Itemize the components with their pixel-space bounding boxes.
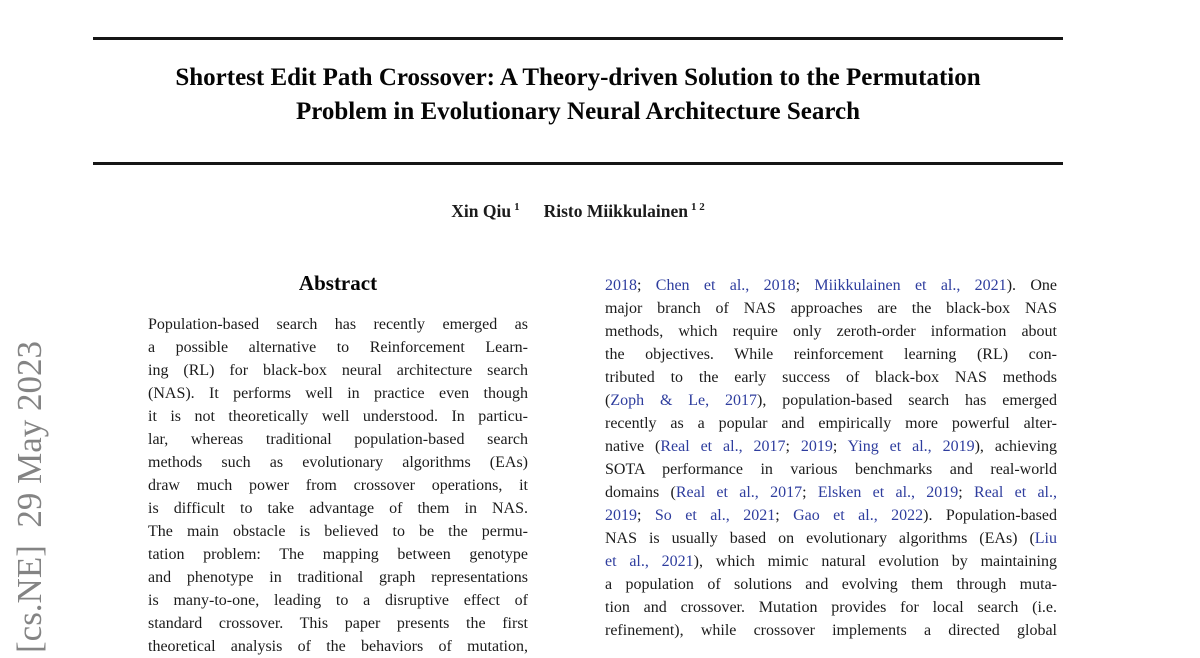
text-line <box>605 527 1057 550</box>
citation-link[interactable]: 2019 <box>605 507 637 524</box>
text-segment: theoretical analysis of the behaviors of mutation, <box>148 638 528 655</box>
text-segment: draw much power from crossover operations, it <box>148 477 528 494</box>
text-segment: tation problem: The mapping between genotype <box>148 546 528 563</box>
text-line <box>148 635 528 658</box>
text-line <box>148 382 528 405</box>
author-1-name: Xin Qiu <box>451 201 512 221</box>
text-segment: and phenotype in traditional graph representations <box>148 569 528 586</box>
text-line <box>148 336 528 359</box>
author-1 <box>451 201 519 221</box>
author-2-name: Risto Miikkulainen <box>543 201 688 221</box>
title-rule-top <box>93 37 1063 40</box>
citation-link[interactable]: Real et al., 2017 <box>675 484 803 501</box>
text-segment: Population-based search has recently emerged as <box>148 316 528 333</box>
text-line <box>148 451 528 474</box>
text-segment: ; <box>775 507 794 524</box>
text-line <box>605 366 1057 389</box>
text-segment: ( <box>605 392 611 409</box>
text-segment: ; <box>795 277 815 294</box>
text-segment: it is not theoretically well understood. In particu- <box>148 408 528 425</box>
text-line <box>148 589 528 612</box>
text-segment: ; <box>785 438 801 455</box>
text-line <box>148 497 528 520</box>
text-line <box>605 596 1057 619</box>
citation-link[interactable]: 2019 <box>800 438 833 455</box>
text-segment: a possible alternative to Reinforcement Learn- <box>148 339 528 356</box>
abstract-body <box>148 313 528 658</box>
text-line <box>148 359 528 382</box>
text-segment: ), achieving <box>974 438 1057 455</box>
citation-link[interactable]: Real et al., 2017 <box>660 438 786 455</box>
text-line <box>605 458 1057 481</box>
text-segment: ing (RL) for black-box neural architecture search <box>148 362 528 379</box>
text-segment: SOTA performance in various benchmarks and real-world <box>605 461 1057 478</box>
citation-link[interactable]: Zoph & Le, 2017 <box>610 392 758 409</box>
paper-title <box>93 61 1063 129</box>
author-2 <box>544 201 705 221</box>
text-segment: ; <box>802 484 818 501</box>
abstract-heading: Abstract <box>298 271 378 295</box>
text-line <box>605 573 1057 596</box>
arxiv-watermark: [cs.NE] 29 May 2023 <box>10 340 49 653</box>
text-line <box>605 389 1057 412</box>
citation-link[interactable]: Gao et al., 2022 <box>793 507 924 524</box>
text-line <box>605 297 1057 320</box>
text-line <box>148 428 528 451</box>
author-1-affiliation-sup: 1 <box>514 201 520 214</box>
text-line <box>605 481 1057 504</box>
citation-link[interactable]: Elsken et al., 2019 <box>817 484 959 501</box>
text-segment: refinement), while crossover implements a directed global <box>605 622 1057 639</box>
text-segment: NAS is usually based on evolutionary algorithms (EAs) ( <box>605 530 1035 547</box>
text-segment: is many-to-one, leading to a disruptive effect of <box>148 592 528 609</box>
text-line <box>605 619 1057 642</box>
text-segment: ). Population-based <box>923 507 1057 524</box>
text-segment: a population of solutions and evolving them through muta- <box>605 576 1057 593</box>
text-line <box>605 504 1057 527</box>
text-segment: is difficult to take advantage of them in NAS. <box>148 500 528 517</box>
text-segment: the objectives. While reinforcement learning (RL) con- <box>605 346 1057 363</box>
text-line <box>605 550 1057 573</box>
text-line <box>605 343 1057 366</box>
text-segment: ). One <box>1006 277 1057 294</box>
author-2-affiliation-sup: 1 2 <box>691 201 705 214</box>
citation-link[interactable]: Liu <box>1034 530 1057 547</box>
text-segment: methods, which require only zeroth-order information about <box>605 323 1057 340</box>
introduction-column <box>605 274 1057 642</box>
citation-link[interactable]: 2018 <box>605 277 637 294</box>
text-line <box>148 543 528 566</box>
citation-link[interactable]: Chen et al., 2018 <box>655 277 796 294</box>
text-segment: ; <box>637 507 655 524</box>
text-line <box>605 320 1057 343</box>
text-line <box>148 313 528 336</box>
citation-link[interactable]: Ying et al., 2019 <box>847 438 975 455</box>
text-segment: native ( <box>605 438 661 455</box>
citation-link[interactable]: So et al., 2021 <box>654 507 776 524</box>
author-line <box>93 201 1063 222</box>
text-line <box>148 566 528 589</box>
text-segment: (NAS). It performs well in practice even though <box>148 385 528 402</box>
text-segment: ), which mimic natural evolution by maintaining <box>693 553 1057 570</box>
text-segment: ; <box>637 277 656 294</box>
text-segment: recently as a popular and empirically more powerful alter- <box>605 415 1057 432</box>
text-segment: domains ( <box>605 484 676 501</box>
text-line <box>605 274 1057 297</box>
text-line <box>605 412 1057 435</box>
text-line <box>148 612 528 635</box>
text-segment: ; <box>958 484 975 501</box>
text-segment: major branch of NAS approaches are the black-box NAS <box>605 300 1057 317</box>
text-line <box>605 435 1057 458</box>
text-line <box>148 405 528 428</box>
citation-link[interactable]: Real et al., <box>974 484 1057 501</box>
title-rule-bottom <box>93 162 1063 165</box>
text-segment: lar, whereas traditional population-based search <box>148 431 528 448</box>
text-line <box>148 474 528 497</box>
text-segment: tion and crossover. Mutation provides for local search (i.e. <box>605 599 1057 616</box>
text-segment: ; <box>832 438 848 455</box>
text-line <box>148 520 528 543</box>
paper-title-line-1: Shortest Edit Path Crossover: A Theory-driven Solution to the Permutation <box>175 64 981 91</box>
citation-link[interactable]: et al., 2021 <box>605 553 694 570</box>
text-segment: tributed to the early success of black-box NAS methods <box>605 369 1057 386</box>
text-segment: standard crossover. This paper presents the first <box>148 615 528 632</box>
citation-link[interactable]: Miikkulainen et al., 2021 <box>814 277 1007 294</box>
text-segment: The main obstacle is believed to be the permu- <box>148 523 528 540</box>
text-segment: ), population-based search has emerged <box>757 392 1057 409</box>
paper-title-line-2: Problem in Evolutionary Neural Architecture Search <box>295 98 861 125</box>
text-segment: methods such as evolutionary algorithms (EAs) <box>148 454 528 471</box>
